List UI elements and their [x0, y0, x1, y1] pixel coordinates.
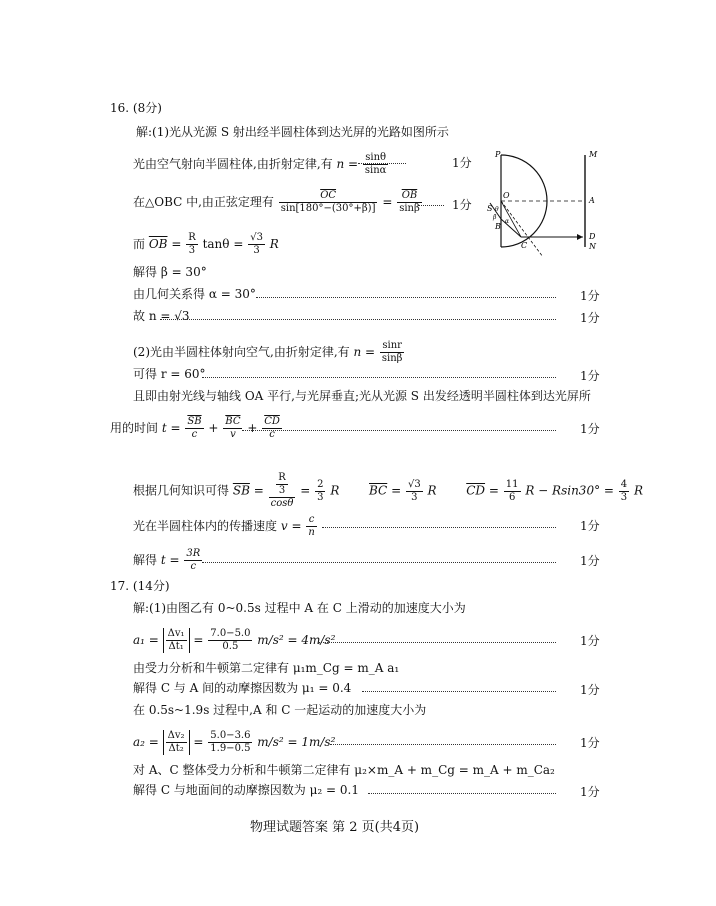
q17-line-5: 在 0.5s~1.9s 过程中,A 和 C 一起运动的加速度大小为 [133, 703, 427, 717]
score-label: 1分 [452, 198, 472, 212]
q17-line-3: 由受力分析和牛顿第二定律有 μ₁m_Cg = m_A a₁ [133, 661, 400, 675]
page-footer: 物理试题答案 第 2 页(共4页) [250, 820, 420, 835]
fraction: $\frac{\overline{SB}}{c}$ [187, 416, 202, 440]
q16-line-3: 在△OBC 中,由正弦定理有 $\frac{\overline{OC}}{\sin[180^\circ-(30^\circ+\beta)]}$ = $\frac{\overline{OB}}{\sin\beta}$ [133, 190, 420, 214]
fraction: $\frac{4}{3}$ [620, 478, 628, 503]
q17-line-4: 解得 C 与 A 间的动摩擦因数为 μ₁ = 0.4 [133, 681, 352, 695]
q16-line-5: 解得 β = 30° [133, 265, 207, 279]
fraction: $\frac{\overline{OC}}{\sin[180^\circ-(30^\circ+\beta)]}$ [280, 190, 376, 214]
score-label: 1分 [580, 519, 600, 533]
leader-dots [358, 163, 406, 164]
q16-line-14: 解得 t = $\frac{3R}{c}$ [133, 548, 201, 572]
absolute-value: $\frac{\text{Δv₂}}{\text{Δt₂}}$ [163, 730, 190, 755]
score-label: 1分 [580, 554, 600, 568]
leader-dots [362, 691, 556, 692]
arrow-head-icon [577, 234, 583, 240]
fraction: $\frac{\overline{CD}}{c}$ [264, 416, 280, 440]
leader-dots [318, 642, 556, 643]
score-label: 1分 [580, 289, 600, 303]
fraction: $\frac{5.0-3.6}{1.9-0.5}$ [210, 730, 251, 754]
label-b: B [495, 222, 501, 231]
fraction: $\frac{11}{6}$ [505, 478, 519, 503]
label-a: A [589, 196, 595, 205]
leader-dots [202, 377, 556, 378]
score-label: 1分 [580, 683, 600, 697]
label-alpha: α [505, 218, 510, 225]
label-p: P [495, 150, 501, 159]
score-label: 1分 [580, 311, 600, 325]
fraction: $\frac{2}{3}$ [317, 478, 324, 503]
fraction: $\frac{c}{n}$ [308, 514, 315, 538]
label-c: C [521, 241, 528, 250]
q17-line-2: a₁ = $\frac{\text{Δv₁}}{\text{Δt₁}}$ = $\frac{7.0-5.0}{0.5}$ m/s² = 4m/s² [133, 628, 336, 652]
q16-line-2: 光由空气射向半圆柱体,由折射定律,有 n = $\frac{\sin\theta}{\sin\alpha}$ [133, 152, 387, 176]
q16-line-8: (2)光由半圆柱体射向空气,由折射定律,有 n = $\frac{\sin r}{\sin\beta}$ [133, 340, 403, 364]
fraction: $\frac{√3}{3}$ [250, 232, 263, 256]
leader-dots [368, 793, 556, 794]
score-label: 1分 [580, 785, 600, 799]
q16-line-7: 故 n = √3 [133, 309, 190, 323]
leader-dots [202, 562, 556, 563]
leader-dots [330, 744, 556, 745]
score-label: 1分 [580, 634, 600, 648]
q17-line-6: a₂ = $\frac{\text{Δv₂}}{\text{Δt₂}}$ = $\frac{5.0-3.6}{1.9-0.5}$ m/s² = 1m/s² [133, 730, 336, 754]
label-n: N [589, 242, 596, 251]
fraction: $\frac{√3}{3}$ [407, 478, 421, 503]
label-d: D [589, 232, 596, 241]
label-beta: β [493, 214, 497, 221]
score-label: 1分 [580, 736, 600, 750]
leader-dots [242, 430, 556, 431]
q16-line-13: 光在半圆柱体内的传播速度 v = $\frac{c}{n}$ [133, 514, 315, 538]
fraction: $\frac{\overline{OB}}{\sin\beta}$ [399, 190, 420, 214]
score-label: 1分 [452, 156, 472, 170]
q17-line-8: 解得 C 与地面间的动摩擦因数为 μ₂ = 0.1 [133, 783, 360, 797]
q16-line-6: 由几何关系得 α = 30° [133, 287, 256, 301]
q16-line-10: 且即由射光线与轴线 OA 平行,与光屏垂直;光从光源 S 出发经透明半圆柱体到达光屏所 [133, 389, 591, 403]
radius-oc-line [501, 201, 521, 237]
leader-dots [418, 205, 444, 206]
fraction: $\frac{\sin r}{\sin\beta}$ [381, 340, 403, 364]
q17-header: 17. (14分) [110, 579, 170, 593]
label-theta: θ [495, 206, 499, 213]
fraction: $\frac{3R}{c}$ [186, 548, 201, 572]
label-m: M [589, 150, 598, 159]
absolute-value: $\frac{\text{Δv₁}}{\text{Δt₁}}$ [163, 628, 190, 653]
leader-dots [322, 527, 556, 528]
q16-line-11: 用的时间 t = $\frac{\overline{SB}}{c}$ + $\frac{\overline{BC}}{v}$ + $\frac{\overline{CD}}{c}$ [110, 416, 280, 440]
fraction: $\frac{7.0-5.0}{0.5}$ [210, 628, 251, 652]
compound-fraction: $\frac{\frac{R}{3}}{\cos\theta}$ [270, 472, 294, 509]
q16-header: 16. (8分) [110, 101, 162, 115]
q17-line-7: 对 A、C 整体受力分析和牛顿第二定律有 μ₂×m_A + m_Cg = m_A + m_Ca₂ [133, 763, 555, 777]
q16-line-4: 而 $\overline{OB}$ = $\frac{R}{3}$ tanθ = $\frac{√3}{3}$ R [133, 232, 279, 256]
fraction: $\frac{\sin\theta}{\sin\alpha}$ [364, 152, 387, 176]
score-label: 1分 [580, 369, 600, 383]
score-label: 1分 [580, 422, 600, 436]
q16-line-1: 解:(1)光从光源 S 射出经半圆柱体到达光屏的光路如图所示 [136, 125, 449, 139]
label-s: S [487, 204, 493, 213]
q16-line-9: 可得 r = 60° [133, 367, 206, 381]
optics-diagram [488, 145, 608, 255]
q17-line-1: 解:(1)由图乙有 0~0.5s 过程中 A 在 C 上滑动的加速度大小为 [133, 601, 466, 615]
label-o: O [503, 191, 510, 200]
fraction: $\frac{R}{3}$ [188, 232, 196, 256]
leader-dots [256, 297, 556, 298]
leader-dots [160, 319, 556, 320]
ray-bc-line [501, 219, 521, 237]
q16-line-12: 根据几何知识可得 $\overline{SB}$ = $\frac{\frac{R}{3}}{\cos\theta}$ = $\frac{2}{3}$ R $\overline{BC}$ = $\frac{√3}{3}$ R $\overline{CD}$ = $\frac{11}{6}$ R − Rsin30° = $\frac{4}{3}$ R [133, 472, 644, 509]
fraction: $\frac{\overline{BC}}{v}$ [225, 416, 241, 440]
